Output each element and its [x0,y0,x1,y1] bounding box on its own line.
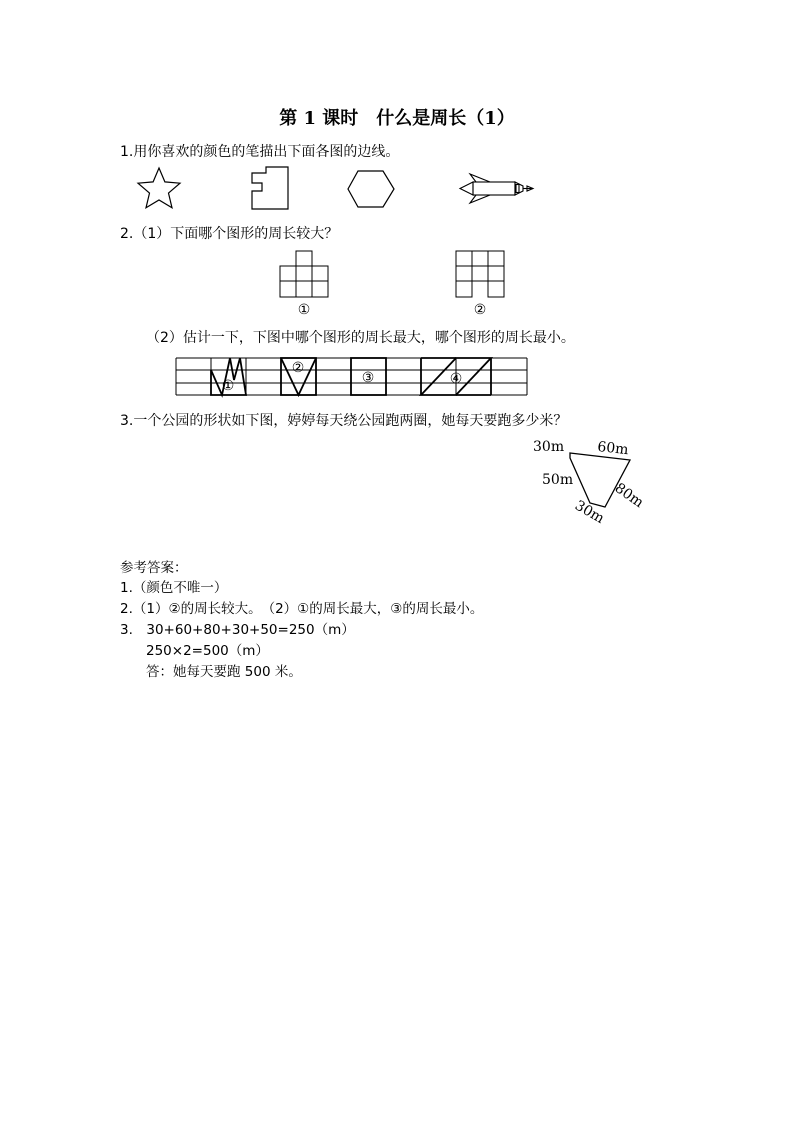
side-label-top-left: 30m [533,439,565,455]
side-label-top: 60m [596,439,630,459]
side-label-left: 50m [542,472,574,488]
side-label-right: 80m [611,480,647,512]
question-2-part1-text: 2.（1）下面哪个图形的周长较大？ [120,226,339,242]
grid-figure-2-label: ② [473,302,487,318]
answer-2: 2.（1）②的周长较大。 （2）①的周长最大，③的周长最小。 [120,601,484,617]
answer-3-line-3: 答：她每天要跑 500 米。 [146,664,302,680]
side-label-bottom: 30m [572,497,607,528]
answers-heading: 参考答案： [120,560,188,576]
question-2-part2-text: （2）估计一下，下图中哪个图形的周长最大，哪个图形的周长最小。 [146,330,575,346]
strip-label-1: ① [221,378,235,394]
page-title: 第 1 课时 什么是周长（1） [279,108,515,129]
question-3-text: 3.一个公园的形状如下图，婷婷每天绕公园跑两圈，她每天要跑多少米？ [120,413,568,429]
strip-label-4: ④ [449,371,463,387]
answer-1: 1.（颜色不唯一） [120,580,228,596]
answer-3-line-2: 250×2=500（m） [146,643,269,659]
question-1-text: 1.用你喜欢的颜色的笔描出下面各图的边线。 [120,144,400,160]
strip-label-2: ② [291,360,305,376]
strip-label-3: ③ [361,370,375,386]
answer-3-line-1: 3. 30+60+80+30+50=250（m） [120,622,355,638]
grid-figure-1-label: ① [297,302,311,318]
